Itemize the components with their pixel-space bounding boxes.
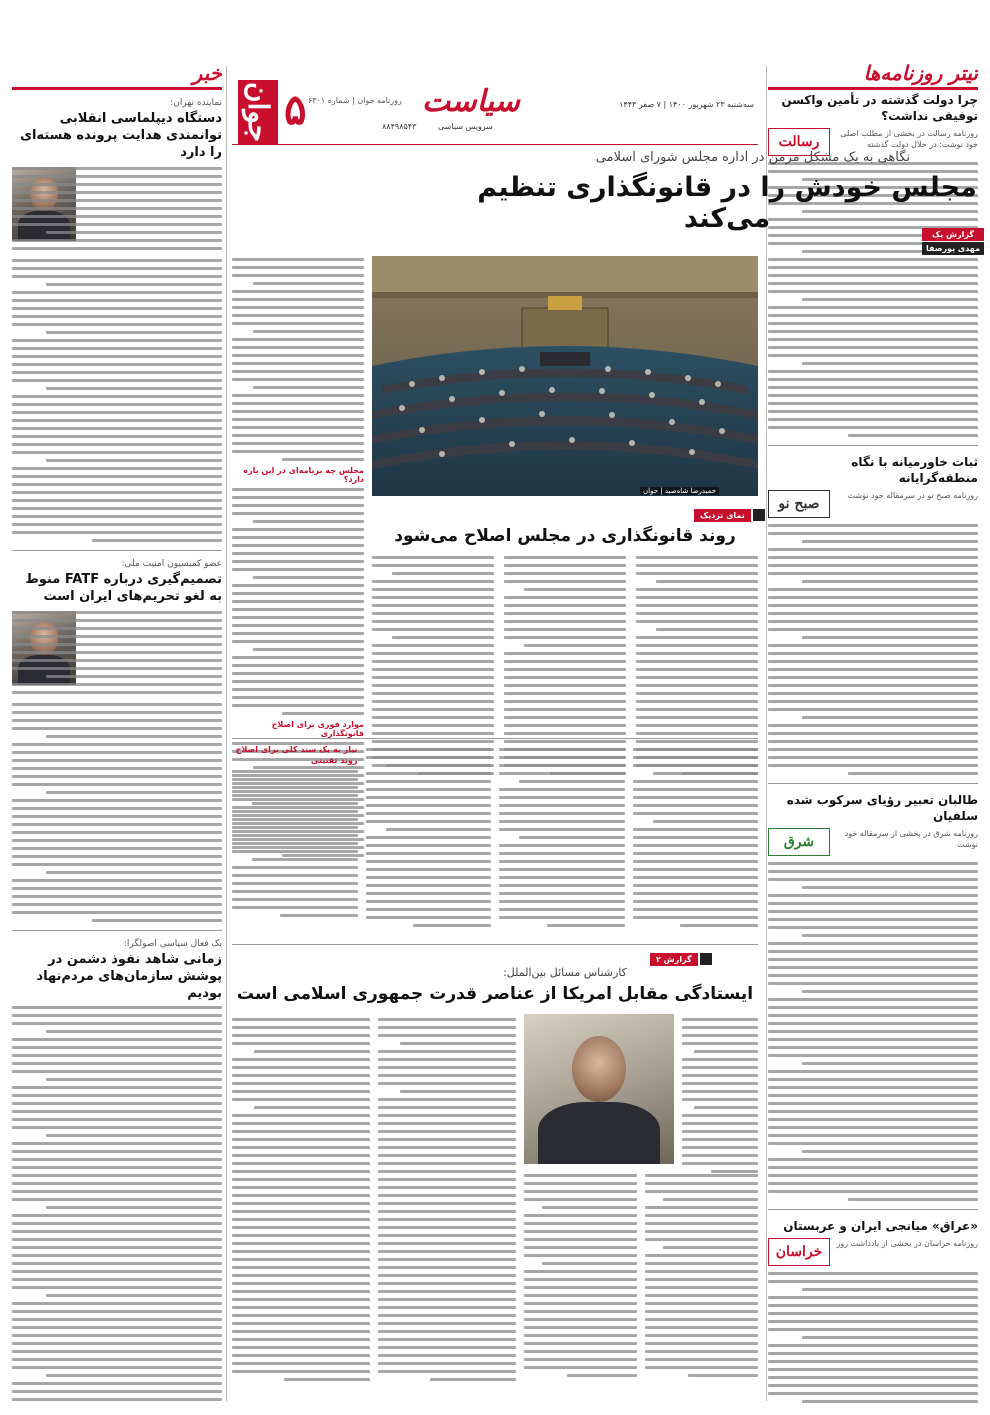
- mid-divider-1: [232, 738, 758, 739]
- left-section-header: [12, 64, 222, 90]
- news-item-1-headline: دستگاه دیپلماسی انقلابی توانمندی هدایت پرونده هسته‌ای را دارد: [20, 111, 222, 160]
- main-crosshead-1: مجلس چه برنامه‌ای در این باره دارد؟: [243, 466, 364, 484]
- press-item-2-lead: روزنامه صبح نو در سرمقاله خود نوشت: [847, 491, 978, 500]
- main-report-author: مهدی پورصفا: [922, 242, 984, 255]
- masthead-rule: [232, 144, 758, 145]
- news-divider-1: [12, 550, 222, 551]
- report2-body-left: [232, 1014, 516, 1386]
- news-item-2-kicker: عضو کمیسیون امنیت ملی:: [121, 559, 222, 569]
- right-section-header: [768, 64, 978, 90]
- news-divider-2: [12, 930, 222, 931]
- mid-divider-2: [232, 944, 758, 945]
- press-item-2-headline: ثبات خاورمیانه با نگاه منطقه‌گرایانه: [851, 455, 978, 485]
- report2-tag-icon: [700, 953, 712, 965]
- nearby-headline: روند قانونگذاری در مجلس اصلاح می‌شود: [394, 526, 736, 546]
- press-item-2-source-logo: صبح نو: [768, 490, 830, 518]
- newspaper-logo: جوان: [238, 80, 278, 144]
- nearby-tag-icon: [753, 509, 765, 521]
- press-item-4-lead: روزنامه خراسان در بخشی از یادداشت روز: [836, 1239, 978, 1248]
- sms-number: ۸۸۴۹۸۵۴۳: [382, 122, 417, 131]
- report2-kicker: کارشناس مسائل بین‌الملل:: [503, 966, 627, 979]
- news-item-2-portrait: [12, 611, 76, 685]
- main-report-tag-label: گزارش یک: [922, 228, 984, 241]
- report2-headline: ایستادگی مقابل امریکا از عناصر قدرت جمهوری اسلامی است: [236, 984, 754, 1004]
- left-column-news: [12, 64, 222, 1404]
- left-section-title: خبر: [192, 64, 222, 85]
- column-rule-right: [766, 66, 767, 1401]
- nearby-crosshead: نیاز به یک سند کلی برای اصلاح روند تقنینی: [235, 745, 358, 765]
- news-item-3-kicker: یک فعال سیاسی اصولگرا:: [123, 939, 222, 949]
- press-item-4-headline: «عراق» میانجی ایران و عربستان: [783, 1219, 978, 1233]
- masthead: [232, 82, 758, 142]
- date-line: سه‌شنبه ۲۳ شهریور ۱۴۰۰ | ۷ صفر ۱۴۴۳: [619, 100, 754, 109]
- continuation-body: [232, 744, 758, 932]
- press-item-1-headline: چرا دولت گذشته در تأمین واکسن توفیقی نداشت؟: [781, 93, 978, 123]
- press-item-1-lead: روزنامه رسالت در بخشی از مطلب اصلی خود نوشت: در خلال دولت گذشته: [840, 129, 978, 149]
- news-item-1-kicker: نماینده تهران:: [170, 98, 222, 108]
- news-item-3-headline: زمانی شاهد نفوذ دشمن در پوشش سازمان‌های مردم‌نهاد بودیم: [36, 952, 222, 1001]
- press-item-3-lead: روزنامه شرق در بخشی از سرمقاله خود نوشت: [844, 829, 978, 849]
- parliament-photo: [372, 256, 758, 496]
- press-item-3-headline: طالبان تعبیر رؤیای سرکوب شده سلفیان: [786, 793, 978, 823]
- parliament-photo-svg: [372, 256, 758, 496]
- news-item-2-body: [12, 703, 222, 922]
- press-item-3-source-logo: شرق: [768, 828, 830, 856]
- press-item-3-body: [768, 862, 978, 1201]
- press-item-4-source-logo: خراسان: [768, 1238, 830, 1266]
- column-rule-left: [226, 66, 227, 1401]
- section-service: سرویس سیاسی: [438, 122, 493, 131]
- report2-tag-label: گزارش ۲: [650, 953, 698, 966]
- report2-portrait: [524, 1014, 674, 1164]
- news-item-1-portrait: [12, 167, 76, 241]
- nearby-tag: [694, 506, 765, 524]
- news-item-1-body: [12, 259, 222, 542]
- press-divider-1: [768, 445, 978, 446]
- page-number: ۵: [284, 85, 307, 134]
- right-column-press-review: [768, 64, 978, 1404]
- news-item-3-body: [12, 1006, 222, 1404]
- issue-line: روزنامه جوان | شماره ۶۳۰۱: [308, 96, 402, 105]
- press-item-4-body: [768, 1272, 978, 1404]
- main-story-headline: مجلس خودش را در قانونگذاری تنظیم می‌کند: [477, 172, 977, 234]
- right-section-title: تیتر روزنامه‌ها: [863, 64, 978, 85]
- press-item-2-body: [768, 524, 978, 775]
- section-title: سیاست: [422, 84, 520, 119]
- nearby-tag-label: نمای نزدیک: [694, 509, 751, 522]
- press-item-1-source-logo: رسالت: [768, 128, 830, 156]
- report2-body-right: [682, 1014, 758, 1178]
- main-crosshead-2: موارد فوری برای اصلاح قانونگذاری: [271, 720, 364, 738]
- report2-body-bottom: [524, 1170, 758, 1382]
- press-divider-3: [768, 1209, 978, 1210]
- news-item-2-headline: تصمیم‌گیری درباره FATF منوط به لغو تحریم‌های ایران است: [25, 572, 222, 604]
- main-story-kicker: نگاهی به یک مشکل مزمن در اداره مجلس شورای اسلامی: [595, 150, 910, 165]
- photo-credit: حمیدرضا شاه‌صید | جوان: [640, 487, 719, 495]
- press-divider-2: [768, 783, 978, 784]
